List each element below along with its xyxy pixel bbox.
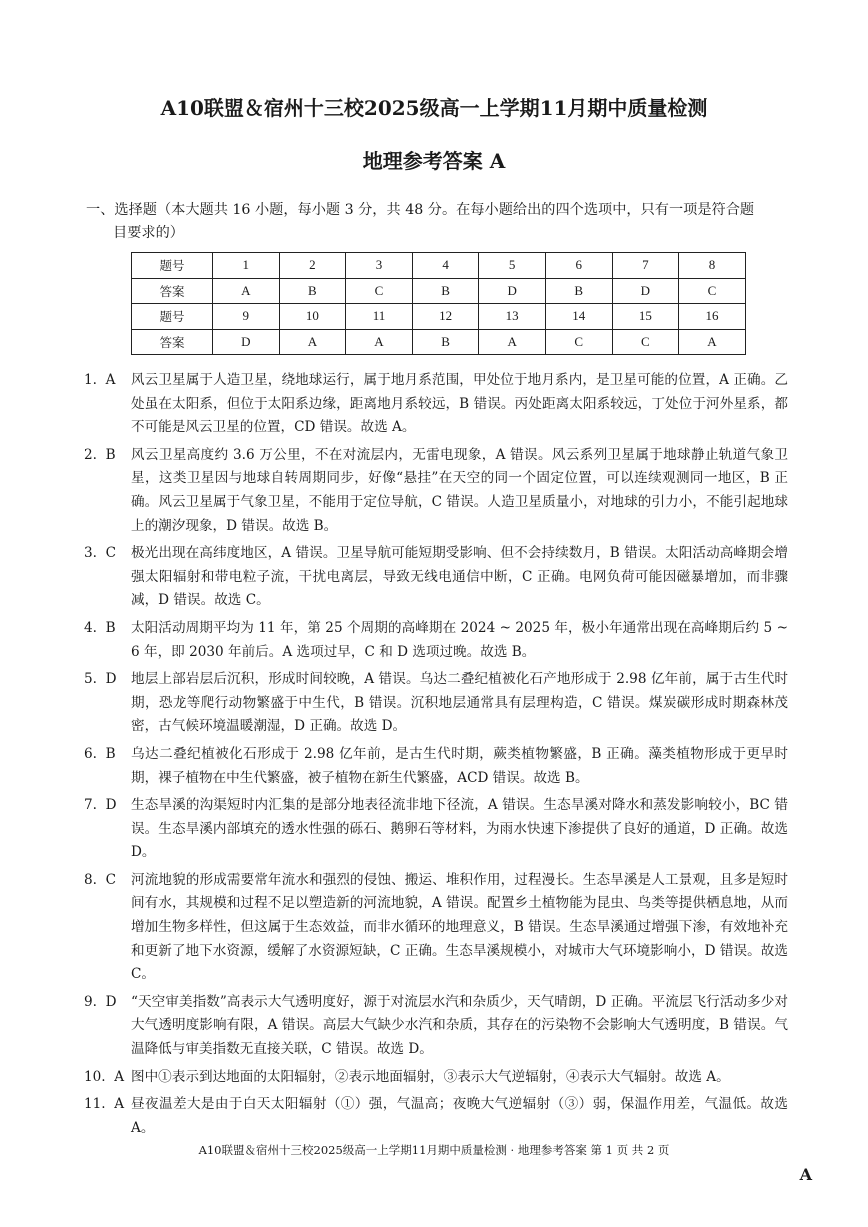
table-row	[132, 304, 746, 330]
item-text: “天空审美指数”高表示大气透明度好，源于对流层水汽和杂质少，天气晴朗，D 正确。平流层飞行活动多少对大气透明度影响有限，A 错误。高层大气缺少水汽和杂质，其存在的污染物不会影响大气透明度，B 错误。气温降低与审美指数无直接关联，C 错误。故选 D。	[131, 993, 788, 1058]
item-text: 图中①表示到达地面的太阳辐射，②表示地面辐射，③表示大气逆辐射，④表示大气辐射。故选 A。	[131, 1068, 730, 1085]
item-number: 4. B	[84, 619, 116, 636]
page-subtitle: 地理参考答案 A	[362, 149, 506, 173]
list-item	[84, 1066, 788, 1090]
item-text: 风云卫星高度约 3.6 万公里，不在对流层内，无雷电现象，A 错误。风云系列卫星属于地球静止轨道气象卫星，这类卫星因与地球自转周期同步，好像“悬挂”在天空的同一个固定位置，可以连续观测同一地区，B 正确。风云卫星属于气象卫星，不能用于定位导航，C 错误。人造卫星质量小，对地球的引力小，不能引起地球上的潮汐现象，D 错误。故选 B。	[131, 446, 788, 534]
table-row	[132, 253, 746, 279]
table-header-cell: 题号	[132, 304, 213, 330]
page-title: A10联盟＆宿州十三校2025级高一上学期11月期中质量检测	[160, 96, 708, 120]
table-cell: D	[213, 329, 280, 355]
table-cell: 9	[213, 304, 280, 330]
item-number: 9. D	[84, 993, 117, 1010]
table-header-cell: 题号	[132, 253, 213, 279]
table-cell: 11	[346, 304, 413, 330]
table-cell: 15	[612, 304, 679, 330]
table-header-cell: 答案	[132, 329, 213, 355]
table-cell: 7	[612, 253, 679, 279]
item-number: 6. B	[84, 745, 116, 762]
table-cell: C	[346, 278, 413, 304]
table-header-cell: 答案	[132, 278, 213, 304]
table-cell: B	[545, 278, 612, 304]
item-number: 8. C	[84, 871, 117, 888]
table-cell: 5	[479, 253, 546, 279]
table-cell: 2	[279, 253, 346, 279]
table-cell: 3	[346, 253, 413, 279]
item-text: 风云卫星属于人造卫星，绕地球运行，属于地月系范围，甲处位于地月系内，是卫星可能的位置，A 正确。乙处虽在太阳系，但位于太阳系边缘，距离地月系较远，B 错误。丙处距离太阳系较远，丁处位于河外星系，都不可能是风云卫星的位置，CD 错误。故选 A。	[131, 372, 788, 436]
list-item	[84, 444, 788, 538]
page-footer: A10联盟＆宿州十三校2025级高一上学期11月期中质量检测 · 地理参考答案 第 1 页 共 2 页	[198, 1143, 670, 1157]
list-item	[84, 991, 788, 1062]
item-number: 2. B	[84, 446, 116, 463]
item-text: 极光出现在高纬度地区，A 错误。卫星导航可能短期受影响、但不会持续数月，B 错误。太阳活动高峰期会增强太阳辐射和带电粒子流，干扰电离层，导致无线电通信中断，C 正确。电网负荷可能因磁暴增加，而非骤减，D 错误。故选 C。	[131, 545, 788, 609]
table-row	[132, 278, 746, 304]
section-heading	[86, 199, 791, 245]
table-cell: C	[679, 278, 746, 304]
table-cell: 14	[545, 304, 612, 330]
table-cell: 1	[213, 253, 280, 279]
table-cell: 8	[679, 253, 746, 279]
table-cell: A	[479, 329, 546, 355]
list-item	[84, 617, 788, 664]
item-number: 1. A	[84, 372, 116, 388]
item-text: 地层上部岩层后沉积，形成时间较晚，A 错误。乌达二叠纪植被化石产地形成于 2.98 亿年前，属于古生代时期，恐龙等爬行动物繁盛于中生代，B 错误。沉积地层通常具有层理构造，C 错误。煤炭碳形成时期森林茂密，古气候环境温暖潮湿，D 正确。故选 D。	[131, 671, 788, 735]
list-item	[84, 369, 788, 440]
list-item	[84, 869, 788, 987]
table-cell: A	[346, 329, 413, 355]
table-cell: B	[279, 278, 346, 304]
table-cell: 12	[412, 304, 479, 330]
item-number: 10. A	[84, 1068, 125, 1085]
table-cell: 16	[679, 304, 746, 330]
section-heading-line2: 目要求的）	[113, 225, 184, 241]
list-item	[84, 794, 788, 865]
item-number: 7. D	[84, 797, 117, 814]
item-number: 5. D	[84, 671, 117, 688]
table-cell: 13	[479, 304, 546, 330]
table-cell: B	[412, 329, 479, 355]
table-cell: A	[679, 329, 746, 355]
item-text: 乌达二叠纪植被化石形成于 2.98 亿年前，是古生代时期，蕨类植物繁盛，B 正确。藻类植物形成于更早时期，裸子植物在中生代繁盛，被子植物在新生代繁盛，ACD 错误。故选 B。	[131, 745, 788, 786]
explanation-list	[84, 369, 788, 1144]
table-cell: 6	[545, 253, 612, 279]
list-item	[84, 668, 788, 739]
table-cell: B	[412, 278, 479, 304]
table-cell: D	[479, 278, 546, 304]
table-cell: C	[612, 329, 679, 355]
item-text: 昼夜温差大是由于白天太阳辐射（①）强，气温高；夜晚大气逆辐射（③）弱，保温作用差，气温低。故选 A。	[131, 1096, 788, 1136]
item-number: 3. C	[84, 545, 117, 562]
table-row	[132, 329, 746, 355]
table-cell: D	[612, 278, 679, 304]
version-mark: A	[799, 1165, 812, 1184]
table-cell: 10	[279, 304, 346, 330]
table-cell: C	[545, 329, 612, 355]
answer-table	[131, 252, 746, 355]
list-item	[84, 542, 788, 613]
item-text: 生态旱溪的沟渠短时内汇集的是部分地表径流非地下径流，A 错误。生态旱溪对降水和蒸发影响较小，BC 错误。生态旱溪内部填充的透水性强的砾石、鹅卵石等材料，为雨水快速下渗提供了良好的通道，D 正确。故选 D。	[131, 797, 788, 861]
list-item	[84, 1093, 788, 1140]
section-heading-line1: 一、选择题（本大题共 16 小题，每小题 3 分，共 48 分。在每小题给出的四个选项中，只有一项是符合题	[86, 202, 755, 218]
item-number: 11. A	[84, 1096, 125, 1113]
table-cell: A	[213, 278, 280, 304]
item-text: 太阳活动周期平均为 11 年，第 25 个周期的高峰期在 2024 ~ 2025 年，极小年通常出现在高峰期后约 5 ~ 6 年，即 2030 年前后。A 选项过早，C 和 D 选项过晚。故选 B。	[131, 619, 788, 660]
list-item	[84, 743, 788, 790]
item-text: 河流地貌的形成需要常年流水和强烈的侵蚀、搬运、堆积作用，过程漫长。生态旱溪是人工景观，且多是短时间有水，其规模和过程不足以塑造新的河流地貌，A 错误。配置乡土植物能为昆虫、鸟类等提供栖息地，从而增加生物多样性，但这属于生态效益，而非水循环的地理意义，B 错误。生态旱溪通过增强下渗，有效地补充和更新了地下水资源，缓解了水资源短缺，C 正确。生态旱溪规模小，对城市大气环境影响小，D 错误。故选 C。	[131, 871, 788, 983]
table-cell: 4	[412, 253, 479, 279]
table-cell: A	[279, 329, 346, 355]
